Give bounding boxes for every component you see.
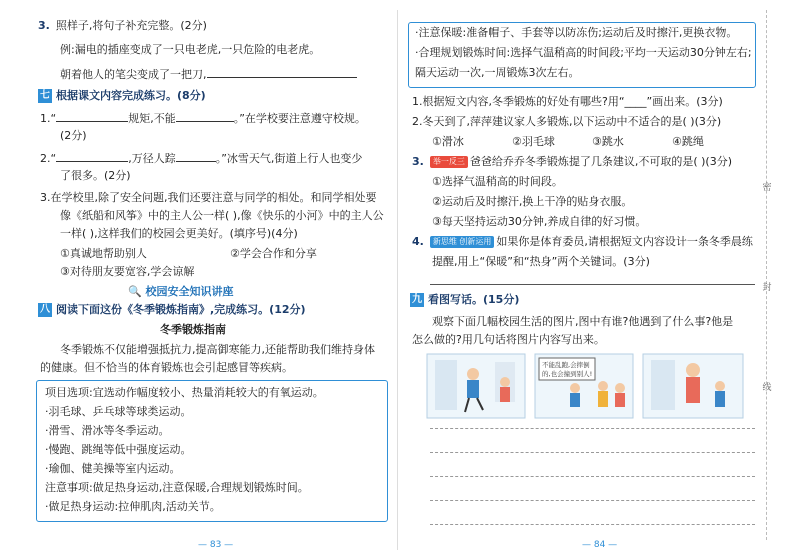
- page-divider: [397, 10, 398, 550]
- section8-header: 八 阅读下面这份《冬季锻炼指南》,完成练习。(12分): [40, 303, 306, 316]
- sign-text-2: 的,也会撞到别人!: [542, 370, 593, 378]
- s7-q1: 1.“ 规矩,不能 。”在学校要注意遵守校规。: [40, 112, 366, 125]
- left-box-lines-line: 注意事项:做足热身运动,注意保暖,合理规划锻炼时间。: [45, 481, 309, 494]
- section7-badge: 七: [40, 90, 50, 101]
- r-q2-option-3: ③跳水: [592, 135, 624, 148]
- comic-svg: [425, 352, 745, 420]
- guide-title: 冬季锻炼指南: [160, 323, 226, 336]
- writing-line-4[interactable]: [430, 500, 755, 501]
- s9-paragraph-1: 观察下面几幅校园生活的图片,图中有谁?他遇到了什么事?他是: [432, 315, 734, 328]
- q3-task: 朝着他人的笔尖变成了一把刀,: [60, 66, 357, 83]
- s7-q2-line2: 了很多。(2分): [60, 169, 131, 182]
- right-box-lines-line: 隔天运动一次,一周锻炼3次左右。: [415, 66, 580, 79]
- r-q3-badge: 举一反三: [430, 156, 468, 168]
- left-box-lines-line: ·滑雪、滑冰等冬季运动。: [45, 424, 170, 437]
- r-q2-options: [432, 134, 752, 150]
- left-page: [0, 0, 395, 557]
- s7-q1-score: (2分): [60, 129, 87, 142]
- section8-badge: 八: [40, 304, 50, 315]
- left-box-lines-line: ·瑜伽、健美操等室内运动。: [45, 462, 181, 475]
- writing-line-2[interactable]: [430, 452, 755, 453]
- s7-q1-blank1[interactable]: [56, 110, 128, 122]
- section9-badge: 九: [412, 294, 422, 305]
- left-box-lines-line: ·做足热身运动:拉伸肌肉,活动关节。: [45, 500, 221, 513]
- comic-illustration: [425, 352, 745, 420]
- right-box-lines-line: ·合理规划锻炼时间:选择气温稍高的时间段;平均一天运动30分钟左右;: [415, 46, 752, 59]
- s7-q3-line3: 一样( ),这样我们的校园会更美好。(填序号)(4分): [60, 227, 298, 240]
- left-box-lines-line: ·羽毛球、乒乓球等球类运动。: [45, 405, 192, 418]
- left-box-lines-line: ·慢跑、跳绳等低中强度运动。: [45, 443, 192, 456]
- left-box-lines-line: 项目选项:宜选动作幅度较小、热量消耗较大的有氧运动。: [45, 386, 324, 399]
- q3-example: 例:漏电的插座变成了一只电老虎,一只危险的电老虎。: [60, 43, 321, 56]
- s7-q1-blank2[interactable]: [176, 110, 234, 122]
- r-q2-option-1: ①滑冰: [432, 135, 464, 148]
- gutter-char-2: 封: [762, 283, 772, 293]
- r-q4: 4. 新思维 创新运用 如果你是体育委员,请根据短文内容设计一条冬季晨练: [412, 235, 753, 248]
- r-q4-badge: 新思维 创新运用: [430, 236, 495, 248]
- search-icon: 🔍: [128, 285, 142, 298]
- s7-q2-blank1[interactable]: [56, 150, 128, 162]
- gutter-char-3: 线: [762, 383, 772, 393]
- sign-text-1: 不能乱跑,会摔倒: [542, 361, 590, 369]
- r-q2: 2.冬天到了,萍萍建议家人多锻炼,以下运动中不适合的是( )(3分): [412, 115, 722, 128]
- s7-option-1: ①真诚地帮助别人: [60, 247, 147, 260]
- r-q3-option-3: ③每天坚持运动30分钟,养成自律的好习惯。: [432, 215, 647, 228]
- s7-option-2: ②学会合作和分享: [230, 247, 317, 260]
- q3-answer-blank[interactable]: [207, 66, 357, 78]
- lecture-title: 🔍 校园安全知识讲座: [128, 285, 234, 298]
- r-q1: 1.根据短文内容,冬季锻炼的好处有哪些?用“____”画出来。(3分): [412, 95, 723, 108]
- section9-header: 九 看图写话。(15分): [412, 293, 520, 306]
- r-q3-option-1: ①选择气温稍高的时间段。: [432, 175, 563, 188]
- gutter-char-1: 密: [762, 183, 772, 193]
- right-box-lines-line: ·注意保暖:准备帽子、手套等以防冻伤;运动后及时擦汗,更换衣物。: [415, 26, 738, 39]
- s7-option-3: ③对待朋友要宽容,学会谅解: [60, 265, 195, 278]
- binding-line: [766, 10, 768, 540]
- s9-paragraph-2: 怎么做的?用几句话将图片内容写出来。: [412, 333, 605, 346]
- s7-q3-line2: 像《纸船和风筝》中的主人公一样( ),像《快乐的小河》中的主人公: [60, 209, 384, 222]
- r-q3: 3. 举一反三 爸爸给乔乔冬季锻炼提了几条建议,不可取的是( )(3分): [412, 155, 732, 168]
- r-q4-answer-line[interactable]: [430, 284, 755, 285]
- r-q4-line2: 提醒,用上“保暖”和“热身”两个关键词。(3分): [432, 255, 650, 268]
- r-q3-option-2: ②运动后及时擦汗,换上干净的贴身衣服。: [432, 195, 633, 208]
- section7-header: 七 根据课文内容完成练习。(8分): [40, 89, 206, 102]
- guide-paragraph-1: 冬季锻炼不仅能增强抵抗力,提高御寒能力,还能帮助我们维持身体: [60, 343, 375, 356]
- writing-line-5[interactable]: [430, 524, 755, 525]
- s7-q2: 2.“ ,万径人踪 。”冰雪天气,街道上行人也变少: [40, 152, 363, 165]
- s7-q3-line1: 3.在学校里,除了安全问题,我们还要注意与同学的相处。和同学相处要: [40, 191, 377, 204]
- page-number-83: — 83 —: [198, 540, 234, 550]
- guide-paragraph-2: 的健康。但不恰当的体育锻炼也会引起感冒等疾病。: [40, 361, 293, 374]
- page-number-84: — 84 —: [582, 540, 618, 550]
- r-q2-option-4: ④跳绳: [672, 135, 704, 148]
- guide-box: [36, 380, 388, 522]
- writing-line-3[interactable]: [430, 476, 755, 477]
- guide-box-continued: [408, 22, 756, 88]
- r-q2-option-2: ②羽毛球: [512, 135, 555, 148]
- q3-title: 3. 照样子,将句子补充完整。(2分): [38, 19, 207, 32]
- writing-line-1[interactable]: [430, 428, 755, 429]
- s7-q2-blank2[interactable]: [176, 150, 216, 162]
